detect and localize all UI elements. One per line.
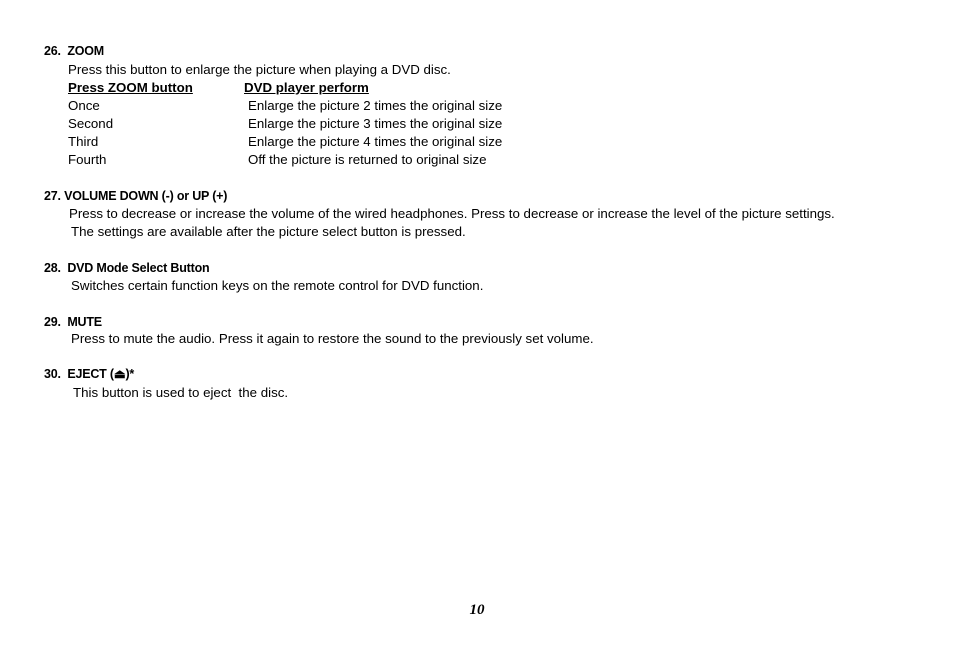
section-28-body-line: Switches certain function keys on the remote control for DVD function.: [71, 278, 484, 293]
section-27-body-line: The settings are available after the picture select button is pressed.: [71, 224, 466, 239]
page-number: 10: [469, 602, 485, 618]
section-number: 30.: [44, 367, 61, 381]
section-number: 29.: [44, 315, 61, 329]
section-30-heading: [44, 366, 134, 382]
section-title: VOLUME DOWN (-) or UP (+): [64, 189, 228, 203]
zoom-table-cell-result: Enlarge the picture 4 times the original size: [248, 134, 503, 149]
section-title: EJECT (⏏)*: [67, 367, 135, 381]
section-29-heading: [44, 314, 102, 330]
zoom-table-header-button: Press ZOOM button: [68, 80, 193, 95]
section-title: DVD Mode Select Button: [67, 261, 210, 275]
section-number: 27.: [44, 189, 61, 203]
section-29-body-line: Press to mute the audio. Press it again to restore the sound to the previously set volume.: [71, 331, 594, 346]
zoom-table-cell-result: Enlarge the picture 2 times the original size: [248, 98, 503, 113]
zoom-table-cell-result: Off the picture is returned to original size: [248, 152, 487, 167]
section-26-heading: [44, 43, 104, 59]
zoom-table-header-perform: DVD player perform: [244, 80, 369, 95]
section-26-body-line: Press this button to enlarge the picture when playing a DVD disc.: [68, 62, 451, 77]
section-title: ZOOM: [67, 44, 105, 58]
section-27-heading: [44, 188, 227, 204]
section-30-body-line: This button is used to eject the disc.: [73, 385, 289, 400]
zoom-table-cell-press: Fourth: [68, 152, 107, 167]
section-number: 28.: [44, 261, 61, 275]
zoom-table-cell-result: Enlarge the picture 3 times the original size: [248, 116, 503, 131]
zoom-table-cell-press: Once: [68, 98, 100, 113]
section-27-body-line: Press to decrease or increase the volume of the wired headphones. Press to decrease or increase the level of the picture settings.: [69, 206, 835, 221]
zoom-table-cell-press: Third: [68, 134, 99, 149]
section-title: MUTE: [67, 315, 102, 329]
section-28-heading: [44, 260, 209, 276]
zoom-table-cell-press: Second: [68, 116, 114, 131]
section-number: 26.: [44, 44, 61, 58]
